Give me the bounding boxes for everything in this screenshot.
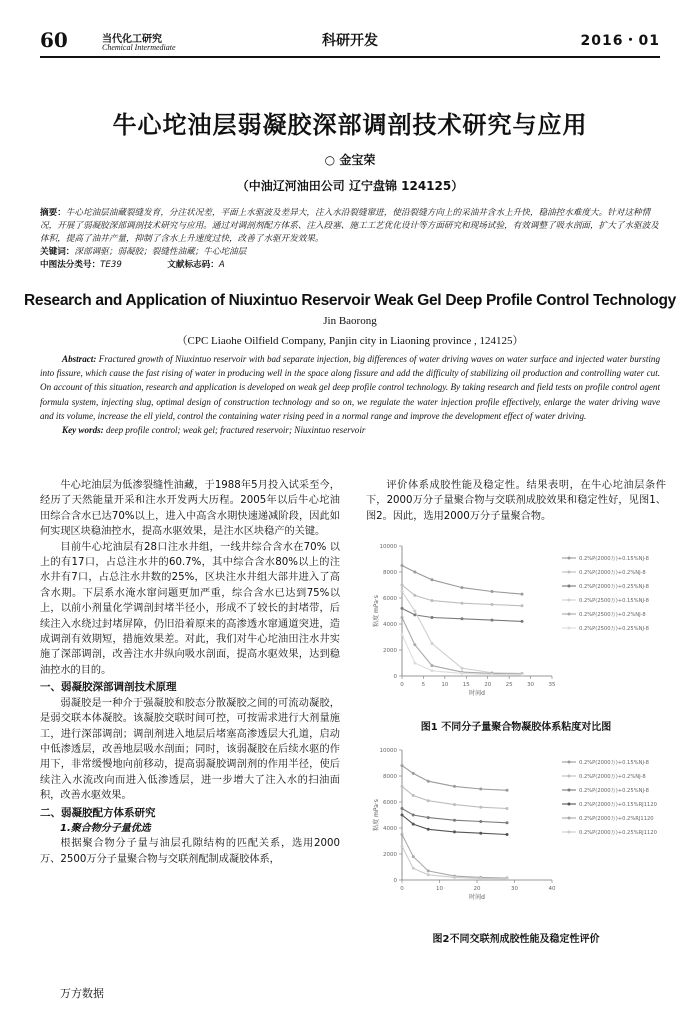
data-point	[401, 584, 404, 587]
keywords-cn: 深部调驱；弱凝胶；裂缝性油藏；牛心坨油层	[74, 247, 247, 257]
data-point	[479, 806, 482, 809]
legend-marker	[568, 803, 571, 806]
data-point	[401, 607, 404, 610]
figure-1	[366, 538, 666, 733]
x-tick-label: 30	[527, 682, 535, 688]
y-tick-label: 8000	[383, 774, 397, 780]
series-line	[402, 846, 507, 879]
data-point	[401, 845, 404, 848]
body-right-column	[366, 478, 666, 524]
data-point	[431, 664, 434, 667]
data-point	[479, 820, 482, 823]
abstract-cn	[40, 207, 660, 272]
data-point	[479, 788, 482, 791]
footer-watermark: 万方数据	[60, 987, 104, 1000]
subsection-heading: 1.聚合物分子量优选	[60, 822, 151, 834]
keywords-en: deep profile control; weak gel; fractured reservoir; Niuxintuo reservoir	[105, 425, 366, 436]
series-line	[402, 566, 522, 595]
abstract-cn-label: 摘要：	[40, 208, 66, 218]
legend-marker	[568, 557, 571, 560]
figure-2	[366, 742, 666, 945]
affiliation-cn: （中油辽河油田公司 辽宁盘锦 124125）	[236, 179, 464, 193]
data-point	[401, 616, 404, 619]
x-axis-label: 时间d	[469, 894, 485, 901]
figure-2-caption: 图2不同交联剂成胶性能及稳定性评价	[432, 934, 600, 945]
legend-marker	[568, 789, 571, 792]
abstract-en-label: Abstract:	[62, 354, 97, 364]
y-axis-label: 粘度 mPa·s	[373, 799, 380, 831]
legend-marker	[568, 831, 571, 834]
data-point	[521, 673, 524, 676]
body-paragraph: 弱凝胶是一种介于强凝胶和胶态分散凝胶之间的可流动凝胶，是弱交联本体凝胶。该凝胶交联时间可控，可按需求进行大剂量施工，进行深部调剖；调剖剂进入地层后堵塞高渗透层大孔道，启动中低渗透层，改善地层吸水剖面；同时，该弱凝胶在后续水驱的作用下，非常缓慢地向前移动，提高弱凝胶调剖剂的作用半径，使后续注入水流改向而进入低渗透层，进一步增大了注入水的扫油面积，改善水驱效果。	[40, 697, 340, 802]
y-tick-label: 6000	[383, 800, 397, 806]
legend-entry: 0.2%P(2000万)+0.2%NJ-8	[579, 570, 646, 576]
data-point	[427, 828, 430, 831]
data-point	[521, 620, 524, 623]
data-point	[412, 772, 415, 775]
keywords-cn-label: 关键词：	[40, 247, 75, 257]
legend-entry: 0.2%P(2500万)+0.25%NJ-8	[579, 626, 649, 632]
data-point	[413, 662, 416, 665]
data-point	[431, 578, 434, 581]
data-point	[401, 807, 404, 810]
doc-code-label: 文献标志码：	[167, 260, 219, 270]
data-point	[427, 816, 430, 819]
page-number: 60	[40, 28, 68, 52]
data-point	[431, 642, 434, 645]
x-tick-label: 20	[473, 886, 481, 892]
body-paragraph: 根据聚合物分子量与油层孔隙结构的匹配关系，选用2000万、2500万分子量聚合物与交联剂配制成凝胶体系，	[40, 838, 340, 865]
legend-entry: 0.2%P(2500万)+0.15%NJ-8	[579, 598, 649, 604]
legend-entry: 0.2%P(2000万)+0.25%NJ-8	[579, 584, 649, 590]
x-tick-label: 35	[548, 682, 556, 688]
data-point	[479, 832, 482, 835]
legend-marker	[568, 585, 571, 588]
data-point	[427, 780, 430, 783]
x-axis-label: 时间d	[469, 690, 485, 697]
data-point	[521, 604, 524, 607]
y-tick-label: 10000	[379, 748, 397, 754]
figure-1-caption: 图1 不同分子量聚合物凝胶体系粘度对比图	[420, 722, 612, 733]
data-point	[413, 610, 416, 613]
data-point	[401, 814, 404, 817]
title-en: Research and Application of Niuxintuo Reservoir Weak Gel Deep Profile Control Technology	[24, 292, 676, 309]
data-point	[506, 821, 509, 824]
y-tick-label: 6000	[383, 596, 397, 602]
x-tick-label: 10	[441, 682, 449, 688]
data-point	[461, 617, 464, 620]
journal-name-en: Chemical Intermediate	[102, 43, 176, 52]
data-point	[413, 594, 416, 597]
data-point	[506, 833, 509, 836]
section-heading: 二、弱凝胶配方体系研究	[40, 806, 156, 819]
legend-marker	[568, 817, 571, 820]
data-point	[453, 785, 456, 788]
y-tick-label: 8000	[383, 570, 397, 576]
author-en: Jin Baorong	[323, 315, 377, 327]
y-tick-label: 2000	[383, 648, 397, 654]
clc-label: 中图法分类号：	[40, 260, 101, 270]
data-point	[461, 672, 464, 675]
legend-entry: 0.2%P(2000万)+0.2%NJ-8	[579, 774, 646, 780]
y-tick-label: 2000	[383, 852, 397, 858]
figure-2-chart	[366, 742, 666, 912]
abstract-cn-text: 牛心坨油层油藏裂缝发育，分注状况差，平面上水驱波及差异大，注入水沿裂缝窜进，使沿裂缝方向上的采油井含水上升快，稳油控水难度大。针对这种情况，开展了弱凝胶深部调剖技术研究与应用。通过对调剖剂配方体系、注入段塞、施工工艺优化设计等方面研究和现场试验，有效调整了吸水剖面，扩大了水驱波及体积，提高了油井产量，抑制了含水上升速度过快，改善了水驱开发效果。	[40, 208, 659, 244]
page-header	[40, 28, 660, 58]
legend-marker	[568, 599, 571, 602]
data-point	[506, 877, 509, 880]
issue-date: 2016・01	[580, 33, 660, 49]
section-heading: 一、弱凝胶深部调剖技术原理	[40, 681, 177, 694]
data-point	[461, 602, 464, 605]
data-point	[427, 869, 430, 872]
section-name: 科研开发	[322, 33, 378, 49]
x-tick-label: 15	[462, 682, 470, 688]
x-tick-label: 20	[484, 682, 492, 688]
data-point	[461, 586, 464, 589]
data-point	[431, 669, 434, 672]
legend-entry: 0.2%P(2000万)+0.15%NJ-8	[579, 760, 649, 766]
abstract-en	[40, 352, 660, 437]
data-point	[412, 867, 415, 870]
data-point	[427, 799, 430, 802]
data-point	[491, 673, 494, 676]
data-point	[453, 830, 456, 833]
author-cn: ○ 金宝荣	[324, 153, 376, 167]
x-tick-label: 5	[421, 682, 426, 688]
legend-entry: 0.2%P(2500万)+0.2%NJ-8	[579, 612, 646, 618]
header-rule	[40, 56, 660, 58]
x-tick-label: 30	[511, 886, 518, 892]
doc-code: A	[218, 260, 225, 270]
affiliation-en: （CPC Liaohe Oilfield Company, Panjin city in Liaoning province , 124125）	[176, 335, 524, 347]
data-point	[431, 616, 434, 619]
x-tick-label: 10	[436, 886, 443, 892]
data-point	[412, 823, 415, 826]
data-point	[401, 833, 404, 836]
data-point	[412, 814, 415, 817]
legend-marker	[568, 571, 571, 574]
data-point	[401, 785, 404, 788]
y-axis-label: 粘度 mPa·s	[373, 595, 380, 627]
x-tick-label: 0	[400, 682, 404, 688]
data-point	[401, 764, 404, 767]
x-tick-label: 0	[400, 886, 404, 892]
body-paragraph: 评价体系成胶性能及稳定性。结果表明，在牛心坨油层条件下，2000万分子量聚合物与交联剂成胶效果和稳定性好，见图1、图2。因此，选用2000万分子量聚合物。	[366, 480, 666, 522]
legend-marker	[568, 761, 571, 764]
data-point	[506, 807, 509, 810]
data-point	[413, 643, 416, 646]
y-tick-label: 0	[393, 674, 397, 680]
data-point	[506, 789, 509, 792]
data-point	[491, 603, 494, 606]
legend-entry: 0.2%P(2000万)+0.2%RJ1120	[579, 816, 654, 822]
legend-entry: 0.2%P(2000万)+0.15%NJ-8	[579, 556, 649, 562]
abstract-en-text: Fractured growth of Niuxintuo reservoir with bad separate injection, big differences of water driving waves on water surface and injected water bursting into fissure, which cause the fast rising of water in producing well in the space along fissure and add the difficulty of stabilizing oil production and controlling water cut. On account of this situation, research and application is developed on weak gel deep profile control technology. By taking research and field tests on profile control agent formula system, injecting slug, optimal design of construction technology and so on, we regulate the water injection profile effectively, enlarge the water driving wave and its volume, increase the ell yield, control the containing water rising peed in a normal range and improve the development effect of water driving.	[40, 354, 660, 421]
legend-marker	[568, 627, 571, 630]
y-tick-label: 10000	[379, 544, 397, 550]
legend-marker	[568, 775, 571, 778]
body-paragraph: 牛心坨油层为低渗裂缝性油藏，于1988年5月投入试采至今，经历了天然能量开采和注水开发两大历程。2005年以后牛心坨油田综合含水已达70%以上，进入中高含水期快速递减阶段，因此如何实现区块稳油控水，提高水驱效果，是注水区块稳产的关键。	[40, 480, 340, 538]
x-tick-label: 25	[505, 682, 513, 688]
data-point	[491, 619, 494, 622]
journal-name-cn: 当代化工研究	[102, 34, 162, 45]
data-point	[401, 590, 404, 593]
series-line	[402, 835, 507, 879]
y-tick-label: 4000	[383, 826, 397, 832]
title-cn: 牛心坨油层弱凝胶深部调剖技术研究与应用	[112, 111, 588, 139]
clc-code: TE39	[100, 260, 122, 270]
legend-marker	[568, 613, 571, 616]
keywords-en-label: Key words:	[62, 425, 104, 436]
body-left-column	[40, 478, 340, 867]
data-point	[412, 794, 415, 797]
data-point	[453, 803, 456, 806]
body-paragraph: 目前牛心坨油层有28口注水井组，一线井综合含水在70% 以上的有17口，占总注水井的60.7%，其中综合含水80%以上的注水井有7口，占总注水井数的25%，区块注水井组大部井进入了高含水期。下层系水淹水窜问题更加严重，综合含水已达到75%以上，以前小剂量化学调剖封堵半径小，形成不了较长的封堵带，后续注入水绕过封堵屏障，仍旧沿着原来的高渗透水窜通道突进，造成调剖有效期短，措施效果差。对此，我们对牛心坨油田注水井实施了深部调剖，改善注水井纵向吸水剖面，提高水驱效果，达到稳油控水的目的。	[40, 541, 340, 676]
data-point	[453, 876, 456, 879]
data-point	[491, 590, 494, 593]
legend-entry: 0.2%P(2000万)+0.15%RJ1120	[579, 802, 657, 808]
legend-entry: 0.2%P(2000万)+0.25%RJ1120	[579, 830, 657, 836]
data-point	[431, 599, 434, 602]
data-point	[401, 633, 404, 636]
y-tick-label: 4000	[383, 622, 397, 628]
data-point	[453, 819, 456, 822]
data-point	[479, 877, 482, 880]
y-tick-label: 0	[393, 878, 397, 884]
legend-entry: 0.2%P(2000万)+0.25%NJ-8	[579, 788, 649, 794]
data-point	[412, 855, 415, 858]
data-point	[461, 667, 464, 670]
x-tick-label: 40	[548, 886, 556, 892]
figure-1-chart	[366, 538, 666, 708]
data-point	[413, 571, 416, 574]
data-point	[401, 564, 404, 567]
data-point	[521, 593, 524, 596]
data-point	[427, 873, 430, 876]
